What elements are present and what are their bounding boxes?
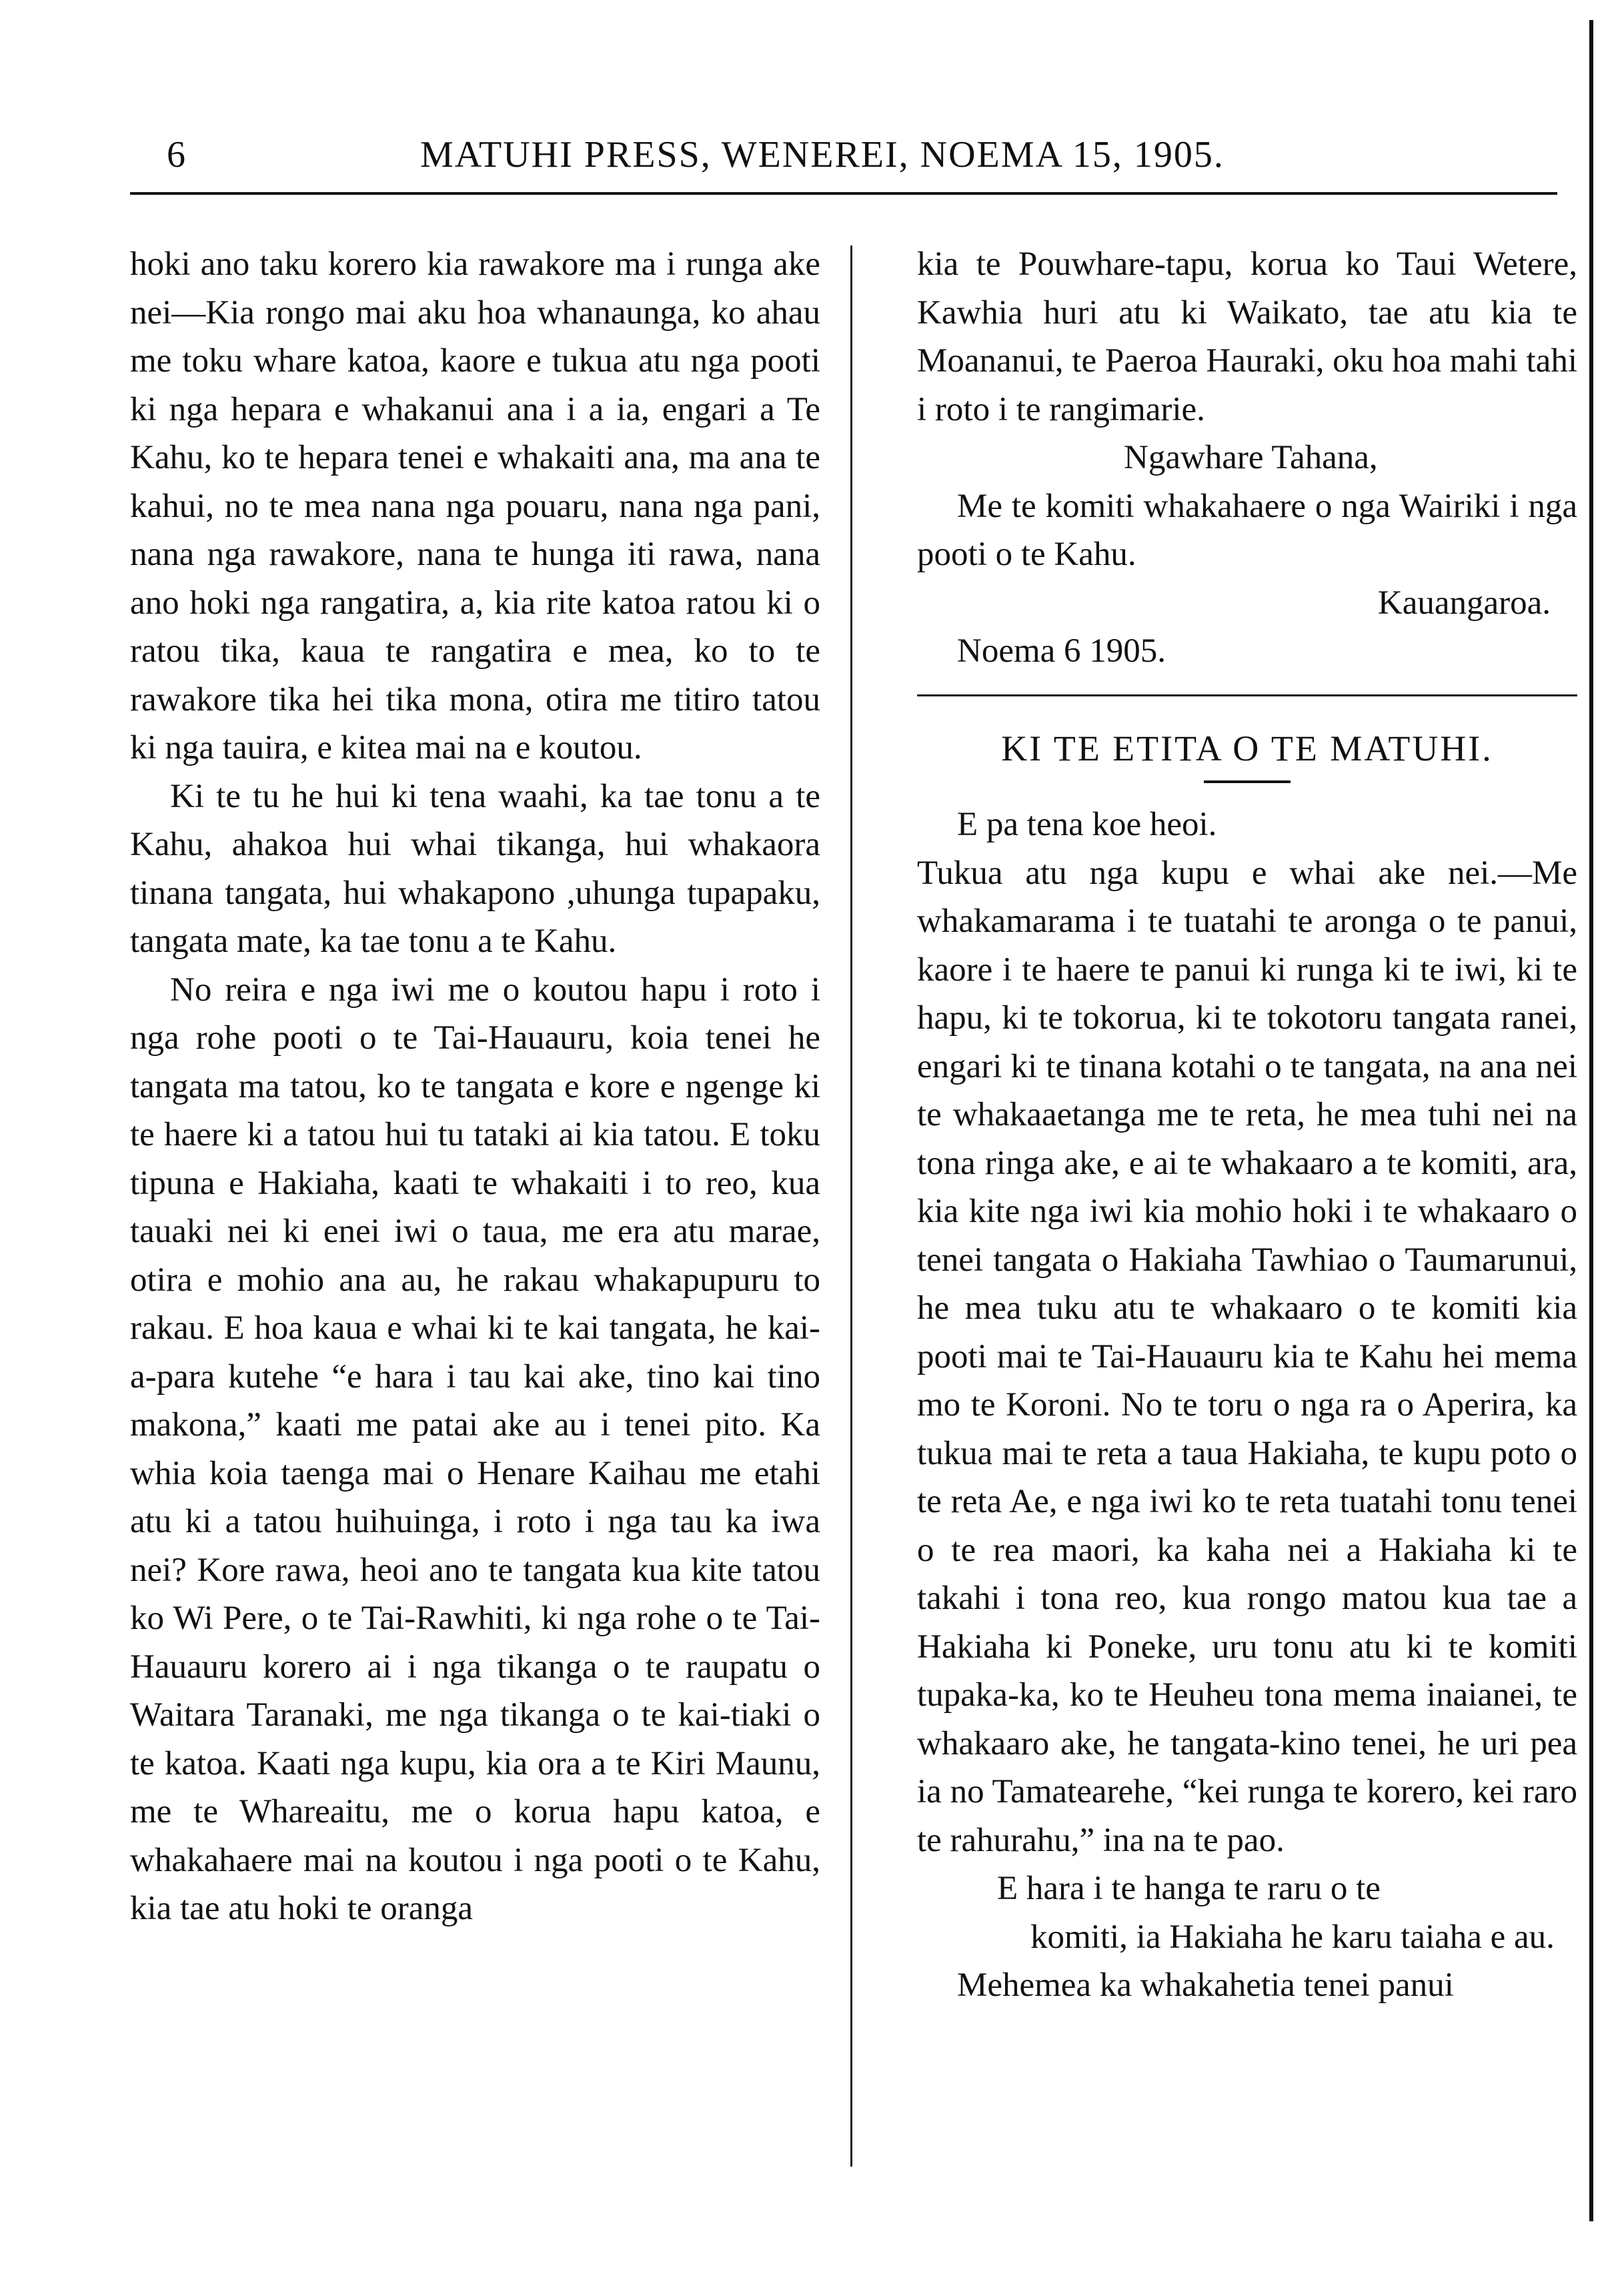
- article-title: KI TE ETITA O TE MATUHI.: [1001, 728, 1493, 768]
- left-paragraph-1: hoki ano taku korero kia rawakore ma i runga ake nei—Kia rongo mai aku hoa whanaunga, ko ahau me toku whare katoa, kaore e tukua atu nga pooti ki nga hepara e whakanui ana i a ia, engari a Te Kahu, ko te hepara tenei e whakaiti ana, ma ana te kahui, no te mea nana nga pouaru, nana nga pani, nana nga rawakore, nana te hunga iti rawa, nana ano hoki nga rangatira, a, kia rite katoa ratou ki o ratou tika, kaua te rangatira e mea, ko to te rawakore tika hei tika mona, otira me titiro tatou ki nga tauira, e kitea mai na e koutou.: [130, 245, 820, 766]
- page-edge-line: [1589, 20, 1593, 2221]
- right-paragraph-1: kia te Pouwhare-tapu, korua ko Taui Wetere, Kawhia huri atu ki Waikato, tae atu kia te Moananui, te Paeroa Hauraki, oku hoa mahi tahi i roto i te rangimarie.: [917, 245, 1577, 428]
- verse-line-1: E hara i te hanga te raru o te: [997, 1870, 1381, 1907]
- left-paragraph-2: Ki te tu he hui ki tena waahi, ka tae tonu a te Kahu, ahakoa hui whai tikanga, hui whakaora tinana tangata, hui whakapono ,uhunga tupapaku, tangata mate, ka tae tonu a te Kahu.: [130, 777, 820, 960]
- right-paragraph-2: Tukua atu nga kupu e whai ake nei.—Me whakamarama i te tuatahi te aronga o te panui, kaore i te haere te panui ki runga ki te iwi, ki te hapu, ki te tokorua, ki te tokotoru tangata ranei, engari ki te tinana kotahi o te tangata, na ana nei te whakaaetanga me te reta, he mea tuhi nei na tona ringa ake, e ai te whakaaro a te komiti, ara, kia kite nga iwi kia mohio hoki i te whakaaro o tenei tangata o Hakiaha Tawhiao o Taumarunui, he mea tuku atu te whakaaro o te komiti kia pooti mai te Tai-Hauauru kia te Kahu hei mema mo te Koroni. No te toru o nga ra o Aperira, ka tukua mai te reta a taua Hakiaha, te kupu poto o te reta Ae, e nga iwi ko te reta tuatahi tonu tenei o te rea maori, ka kaha nei a Hakiaha ki te takahi i tona reo, kua rongo matou kua tae a Hakiaha ki Poneke, uru tonu atu ki te komiti tupaka-ka, ko te Heuheu tona mema inaianei, te whakaaro ake, he tangata-kino tenei, he uri pea ia no Tamatearehe, “kei runga te korero, kei raro te rahurahu,” ina na te pao.: [917, 854, 1577, 1859]
- signature-name: Ngawhare Tahana,: [1124, 439, 1378, 476]
- section-rule: [917, 694, 1577, 696]
- header-rule: [130, 192, 1557, 195]
- left-column: [130, 240, 820, 1933]
- signature-role: Me te komiti whakahaere o nga Wairiki i nga pooti o te Kahu.: [917, 487, 1577, 573]
- page-header: [127, 127, 1561, 187]
- signature-date: Noema 6 1905.: [957, 632, 1166, 670]
- right-paragraph-3: Mehemea ka whakahetia tenei panui: [957, 1966, 1454, 2004]
- greeting: E pa tena koe heoi.: [957, 806, 1217, 843]
- signature-place: Kauangaroa.: [1377, 584, 1551, 622]
- right-column: [917, 240, 1577, 2010]
- title-underline: [1204, 780, 1291, 783]
- column-divider: [850, 245, 852, 2167]
- left-paragraph-3: No reira e nga iwi me o koutou hapu i roto i nga rohe pooti o te Tai-Hauauru, koia tenei he tangata ma tatou, ko te tangata e kore e ngenge ki te haere ki a tatou hui tu tataki ai kia tatou. E toku tipuna e Hakiaha, kaati te whakaiti i to reo, kua tauaki nei ki enei iwi o taua, me era atu marae, otira e mohio ana au, he rakau whakapupuru to rakau. E hoa kaua e whai ki te kai tangata, he kai-a-para kutehe “e hara i tau kai ake, tino kai tino makona,” kaati me patai ake au i tenei pito. Ka whia koia taenga mai o Henare Kaihau me etahi atu ki a tatou huihuinga, i roto i nga tau ka iwa nei? Kore rawa, heoi ano te tangata kua kite tatou ko Wi Pere, o te Tai-Rawhiti, ki nga rohe o te Tai-Hauauru korero ai i nga tikanga o te raupatu o Waitara Taranaki, me nga tikanga o te kai-tiaki o te katoa. Kaati nga kupu, kia ora a te Kiri Maunu, me te Whareaitu, me o korua hapu katoa, e whakahaere mai na koutou i nga pooti o te Kahu, kia tae atu hoki te oranga: [130, 971, 820, 1927]
- masthead: MATUHI PRESS, WENEREI, NOEMA 15, 1905.: [420, 134, 1225, 175]
- verse-line-2: komiti, ia Hakiaha he karu taiaha e au.: [1030, 1918, 1555, 1956]
- page-number: 6: [167, 134, 187, 175]
